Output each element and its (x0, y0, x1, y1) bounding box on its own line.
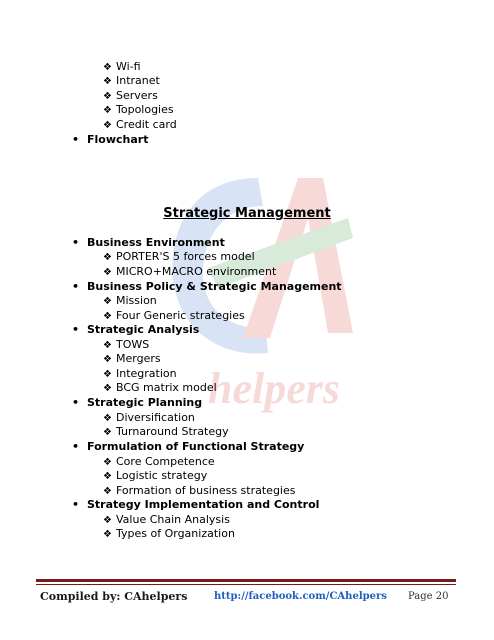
bullet-dot-icon: • (72, 498, 80, 511)
diamond-bullet-icon: ❖ (103, 486, 112, 497)
diamond-bullet-icon: ❖ (103, 252, 112, 263)
section-heading: • Strategic Planning (72, 396, 203, 409)
diamond-bullet-icon: ❖ (103, 296, 112, 307)
watermark-text: helpers (208, 364, 340, 413)
list-item: ❖ Servers (103, 89, 158, 102)
bullet-dot-icon: • (72, 323, 80, 336)
diamond-bullet-icon: ❖ (103, 471, 112, 482)
list-item: ❖ Formation of business strategies (103, 484, 296, 497)
diamond-bullet-icon: ❖ (103, 120, 112, 131)
list-item: ❖ Four Generic strategies (103, 309, 245, 322)
list-item: ❖ Logistic strategy (103, 469, 208, 482)
section-heading: • Formulation of Functional Strategy (72, 440, 305, 453)
list-item: ❖ Mergers (103, 352, 161, 365)
diamond-bullet-icon: ❖ (103, 354, 112, 365)
diamond-bullet-icon: ❖ (103, 91, 112, 102)
bullet-dot-icon: • (72, 133, 80, 146)
section-heading: • Strategic Analysis (72, 323, 200, 336)
list-item: ❖ BCG matrix model (103, 381, 217, 394)
diamond-bullet-icon: ❖ (103, 76, 112, 87)
list-item: ❖ PORTER'S 5 forces model (103, 250, 255, 263)
footer-divider-thin (36, 584, 456, 585)
bullet-dot-icon: • (72, 236, 80, 249)
list-item: ❖ Integration (103, 367, 177, 380)
list-item: ❖ Types of Organization (103, 527, 235, 540)
page-number: Page 20 (408, 591, 449, 602)
section-heading: • Business Environment (72, 236, 225, 249)
list-item: ❖ Wi-fi (103, 60, 141, 73)
list-item: ❖ Intranet (103, 74, 160, 87)
watermark-a-shape (243, 178, 353, 338)
diamond-bullet-icon: ❖ (103, 369, 112, 380)
list-item: ❖ Topologies (103, 103, 174, 116)
diamond-bullet-icon: ❖ (103, 515, 112, 526)
footer-facebook-link[interactable]: http://facebook.com/CAhelpers (214, 591, 387, 602)
list-item: ❖ Turnaround Strategy (103, 425, 229, 438)
diamond-bullet-icon: ❖ (103, 311, 112, 322)
list-item: ❖ Credit card (103, 118, 177, 131)
list-item: ❖ MICRO+MACRO environment (103, 265, 277, 278)
list-item: ❖ Diversification (103, 411, 195, 424)
diamond-bullet-icon: ❖ (103, 413, 112, 424)
diamond-bullet-icon: ❖ (103, 457, 112, 468)
list-item: ❖ Core Competence (103, 455, 215, 468)
list-item: ❖ Mission (103, 294, 157, 307)
diamond-bullet-icon: ❖ (103, 383, 112, 394)
section-heading: • Strategy Implementation and Control (72, 498, 320, 511)
list-item: ❖ Value Chain Analysis (103, 513, 230, 526)
diamond-bullet-icon: ❖ (103, 62, 112, 73)
bullet-dot-icon: • (72, 280, 80, 293)
list-heading: • Flowchart (72, 133, 149, 146)
bullet-dot-icon: • (72, 396, 80, 409)
page-title: Strategic Management (163, 206, 331, 221)
diamond-bullet-icon: ❖ (103, 427, 112, 438)
diamond-bullet-icon: ❖ (103, 105, 112, 116)
footer-divider-thick (36, 579, 456, 582)
bullet-dot-icon: • (72, 440, 80, 453)
section-heading: • Business Policy & Strategic Management (72, 280, 342, 293)
diamond-bullet-icon: ❖ (103, 529, 112, 540)
diamond-bullet-icon: ❖ (103, 267, 112, 278)
footer-compiled-by: Compiled by: CAhelpers (40, 590, 188, 603)
diamond-bullet-icon: ❖ (103, 340, 112, 351)
list-item: ❖ TOWS (103, 338, 150, 351)
